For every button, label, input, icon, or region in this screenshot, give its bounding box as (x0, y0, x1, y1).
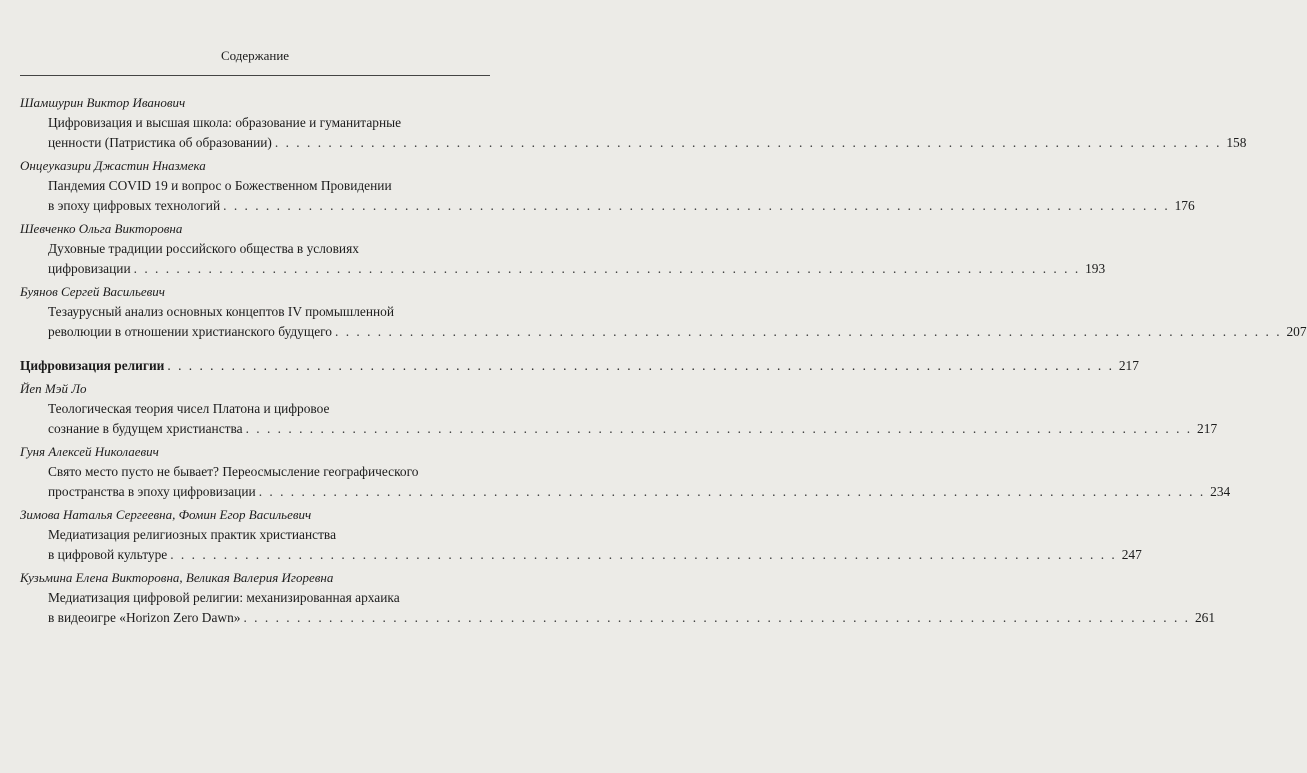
toc-entry (20, 568, 1216, 628)
entry-author: Йеп Мэй Ло (20, 381, 87, 396)
entry-title-line: в эпоху цифровых технологий (48, 198, 221, 213)
section-title: Цифровизация религии (20, 358, 165, 373)
entry-title-line: Теологическая теория чисел Платона и цифровое (48, 401, 330, 416)
header-rule (20, 75, 490, 76)
entry-title-line: революции в отношении христианского будущего (48, 324, 332, 339)
leader-dots: . . . . . . . . . . . . . . . . . . . . . . . . . . . . . . . . . . . . . . . . . . . . . . . . . . . . . . . . . . . . . . . . . . . . . . . . . . . . . . . . . . . . . . . . . (223, 198, 1170, 213)
entry-title-line: Духовные традиции российского общества в условиях (48, 241, 359, 256)
entry-title-line: в видеоигре «Horizon Zero Dawn» (48, 610, 241, 625)
entry-title-line: Медиатизация цифровой религии: механизированная архаика (48, 590, 400, 605)
leader-dots: . . . . . . . . . . . . . . . . . . . . . . . . . . . . . . . . . . . . . . . . . . . . . . . . . . . . . . . . . . . . . . . . . . . . . . . . . . . . . . . . . . . . . . . . . (245, 421, 1193, 436)
leader-dots: . . . . . . . . . . . . . . . . . . . . . . . . . . . . . . . . . . . . . . . . . . . . . . . . . . . . . . . . . . . . . . . . . . . . . . . . . . . . . . . . . . . . . . . . . (258, 484, 1206, 499)
entry-title-line: ценности (Патристика об образовании) (48, 135, 272, 150)
page-number: 261 (1194, 610, 1216, 625)
table-of-contents (20, 90, 1307, 628)
entry-title-line: сознание в будущем христианства (48, 421, 243, 436)
page-number: 193 (1085, 261, 1106, 276)
section-heading (20, 356, 1139, 376)
entry-title-line: Пандемия COVID 19 и вопрос о Божественном Провидении (48, 178, 392, 193)
toc-entry (20, 442, 1231, 502)
entry-author: Зимова Наталья Сергеевна, Фомин Егор Васильевич (20, 507, 312, 522)
entry-author: Буянов Сергей Васильевич (20, 284, 165, 299)
toc-entry (20, 219, 1106, 279)
page-number: 158 (1226, 135, 1247, 150)
leader-dots: . . . . . . . . . . . . . . . . . . . . . . . . . . . . . . . . . . . . . . . . . . . . . . . . . . . . . . . . . . . . . . . . . . . . . . . . . . . . . . . . . . . . . . . . . (170, 547, 1117, 562)
entry-author: Кузьмина Елена Викторовна, Великая Валерия Игоревна (20, 570, 334, 585)
page-number: 247 (1121, 547, 1142, 562)
entry-title-line: пространства в эпоху цифровизации (48, 484, 256, 499)
entry-title-line: Тезаурусный анализ основных концептов IV промышленной (48, 304, 395, 319)
page-number: 217 (1118, 358, 1139, 373)
entry-title-line: в цифровой культуре (48, 547, 168, 562)
page-number: 207 (1286, 324, 1307, 339)
entry-title-line: Свято место пусто не бывает? Переосмысление географического (48, 464, 419, 479)
toc-entry (20, 379, 1218, 439)
entry-title-line: цифровизации (48, 261, 131, 276)
entry-author: Шевченко Ольга Викторовна (20, 221, 183, 236)
toc-entry (20, 156, 1195, 216)
toc-entry (20, 93, 1247, 153)
entry-title-line: Медиатизация религиозных практик христианства (48, 527, 337, 542)
leader-dots: . . . . . . . . . . . . . . . . . . . . . . . . . . . . . . . . . . . . . . . . . . . . . . . . . . . . . . . . . . . . . . . . . . . . . . . . . . . . . . . . . . . . . . . . . (243, 610, 1191, 625)
leader-dots: . . . . . . . . . . . . . . . . . . . . . . . . . . . . . . . . . . . . . . . . . . . . . . . . . . . . . . . . . . . . . . . . . . . . . . . . . . . . . . . . . . . . . . . . . (167, 358, 1114, 373)
page-number: 217 (1197, 421, 1218, 436)
entry-author: Шамшурин Виктор Иванович (20, 95, 186, 110)
page-number: 234 (1210, 484, 1231, 499)
leader-dots: . . . . . . . . . . . . . . . . . . . . . . . . . . . . . . . . . . . . . . . . . . . . . . . . . . . . . . . . . . . . . . . . . . . . . . . . . . . . . . . . . . . . . . . . . (133, 261, 1081, 276)
page-number: 176 (1174, 198, 1195, 213)
leader-dots: . . . . . . . . . . . . . . . . . . . . . . . . . . . . . . . . . . . . . . . . . . . . . . . . . . . . . . . . . . . . . . . . . . . . . . . . . . . . . . . . . . . . . . . . . (274, 135, 1222, 150)
toc-entry (20, 282, 1307, 342)
entry-author: Гуня Алексей Николаевич (20, 444, 159, 459)
entry-title-line: Цифровизация и высшая школа: образование и гуманитарные (48, 115, 402, 130)
entry-author: Онцеуказири Джастин Нназмека (20, 158, 206, 173)
toc-entry (20, 505, 1142, 565)
leader-dots: . . . . . . . . . . . . . . . . . . . . . . . . . . . . . . . . . . . . . . . . . . . . . . . . . . . . . . . . . . . . . . . . . . . . . . . . . . . . . . . . . . . . . . . . . (335, 324, 1282, 339)
page-header: Содержание (220, 48, 290, 63)
